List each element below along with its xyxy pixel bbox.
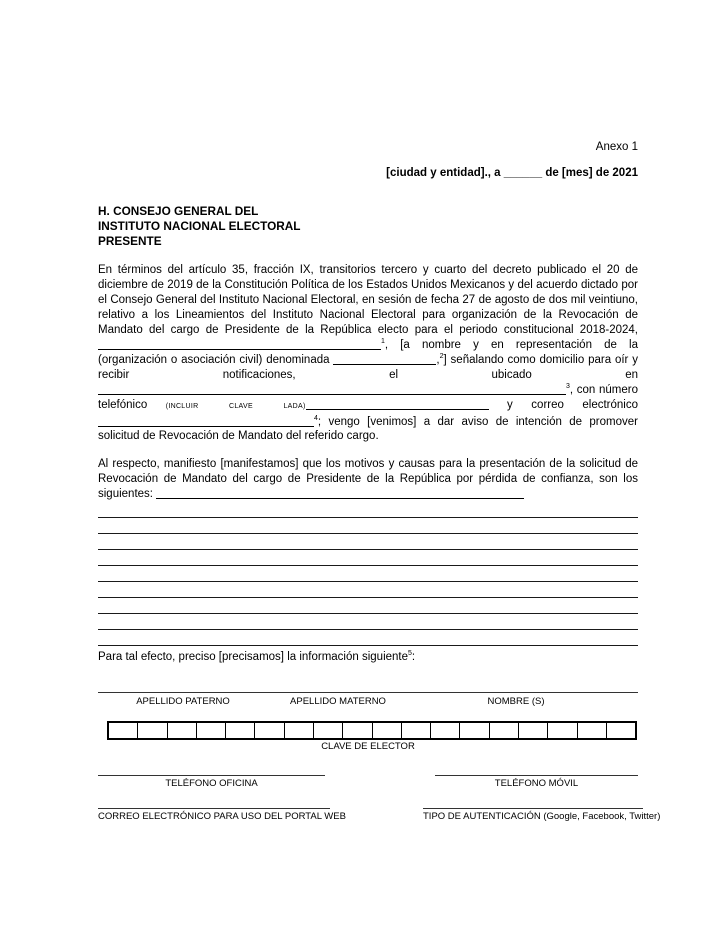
elector-key-cell[interactable] [402, 723, 431, 738]
date-place-line: [ciudad y entidad]., a ______ de [mes] de 2021 [386, 167, 638, 179]
label-clave-de-elector: CLAVE DE ELECTOR [321, 741, 415, 752]
fill-in-blank[interactable] [98, 418, 314, 427]
label-correo-electronico: CORREO ELECTRÓNICO PARA USO DEL PORTAL WEB [98, 811, 346, 822]
elector-key-cell[interactable] [607, 723, 635, 738]
motives-write-line[interactable] [98, 630, 638, 646]
fill-in-blank[interactable] [306, 401, 489, 410]
label-telefono-movil: TELÉFONO MÓVIL [494, 778, 579, 789]
label-telefono-oficina: TELÉFONO OFICINA [165, 778, 258, 789]
intro-paragraph: En términos del artículo 35, fracción IX, transitorios tercero y cuarto del decreto publicado el 20 de diciembre de 2019 de la Constitución Política de los Estados Unidos Mexicanos y del acuerdo dictado por el Consejo General del Instituto Nacional Electoral, en sesión de fecha 27 de agosto de dos mil veintiuno, relativo a los Lineamientos del Instituto Nacional Electoral para organización de la Revocación de Mandato del cargo de Presidente de la República electo para el periodo constitucional 2018-2024, $^1$, [a nombre y en representación de la (organización o asociación civil) denominada ,$^2$] señalando como domicilio para oír y recibir notificaciones, el ubicado en $^3$, con número telefónico (INCLUIR CLAVE LADA) y correo electrónico $^4$; vengo [venimos] a dar aviso de intención de promover solicitud de Revocación de Mandato del referido cargo. [98, 264, 638, 443]
elector-key-cell[interactable] [226, 723, 255, 738]
elector-key-cell[interactable] [548, 723, 577, 738]
motives-paragraph: Al respecto, manifiesto [manifestamos] que los motivos y causas para la presentación de la solicitud de Revocación de Mandato del cargo de Presidente de la República por pérdida de confianza, son los siguientes: [98, 458, 638, 500]
motives-write-line[interactable] [98, 534, 638, 550]
name-fill-line[interactable] [98, 677, 638, 693]
elector-key-cell[interactable] [138, 723, 167, 738]
addressee-line: H. CONSEJO GENERAL DEL [98, 204, 259, 218]
motives-write-line[interactable] [98, 582, 638, 598]
correo-electronico-fill-line[interactable] [98, 793, 330, 809]
fill-in-blank[interactable] [98, 341, 381, 350]
tipo-autenticacion-fill-line[interactable] [423, 793, 643, 809]
elector-key-cell[interactable] [460, 723, 489, 738]
fill-in-blank[interactable] [156, 490, 524, 499]
elector-key-cell[interactable] [490, 723, 519, 738]
addressee-block [98, 204, 301, 249]
telefono-movil-fill-line[interactable] [435, 760, 638, 776]
label-apellido-materno: APELLIDO MATERNO [290, 696, 386, 707]
elector-key-cell[interactable] [578, 723, 607, 738]
elector-key-cell[interactable] [285, 723, 314, 738]
elector-key-cell[interactable] [373, 723, 402, 738]
elector-key-boxes [107, 721, 637, 740]
label-tipo-autenticacion: TIPO DE AUTENTICACIÓN (Google, Facebook, Twitter) [423, 811, 661, 822]
motives-write-line[interactable] [98, 518, 638, 534]
motives-ruled-lines [98, 502, 638, 646]
motives-write-line[interactable] [98, 550, 638, 566]
info-intro-line: Para tal efecto, preciso [precisamos] la información siguiente$^5$: [98, 650, 416, 663]
elector-key-cell[interactable] [343, 723, 372, 738]
motives-write-line[interactable] [98, 566, 638, 582]
label-apellido-paterno: APELLIDO PATERNO [136, 696, 230, 707]
footnote-reference: 4 [314, 414, 318, 422]
label-nombres: NOMBRE (S) [487, 696, 545, 707]
fill-in-blank[interactable] [98, 386, 566, 395]
footnote-reference: 2 [439, 352, 444, 360]
footnote-reference: 3 [566, 382, 570, 390]
telefono-oficina-fill-line[interactable] [98, 760, 325, 776]
motives-write-line[interactable] [98, 502, 638, 518]
name-field-labels [98, 696, 638, 708]
elector-key-cell[interactable] [197, 723, 226, 738]
elector-key-cell[interactable] [168, 723, 197, 738]
fill-in-blank[interactable] [333, 356, 436, 365]
footnote-reference: 5 [408, 650, 412, 658]
elector-key-cell[interactable] [519, 723, 548, 738]
addressee-line: PRESENTE [98, 234, 162, 248]
incluir-clave-lada-note: (INCLUIR CLAVE LADA) [165, 402, 306, 410]
elector-key-cell[interactable] [109, 723, 138, 738]
motives-write-line[interactable] [98, 614, 638, 630]
motives-write-line[interactable] [98, 598, 638, 614]
elector-key-cell[interactable] [255, 723, 284, 738]
elector-key-cell[interactable] [431, 723, 460, 738]
elector-key-cell[interactable] [314, 723, 343, 738]
footnote-reference: 1 [381, 337, 385, 345]
addressee-line: INSTITUTO NACIONAL ELECTORAL [98, 219, 301, 233]
annex-label: Anexo 1 [595, 141, 638, 153]
